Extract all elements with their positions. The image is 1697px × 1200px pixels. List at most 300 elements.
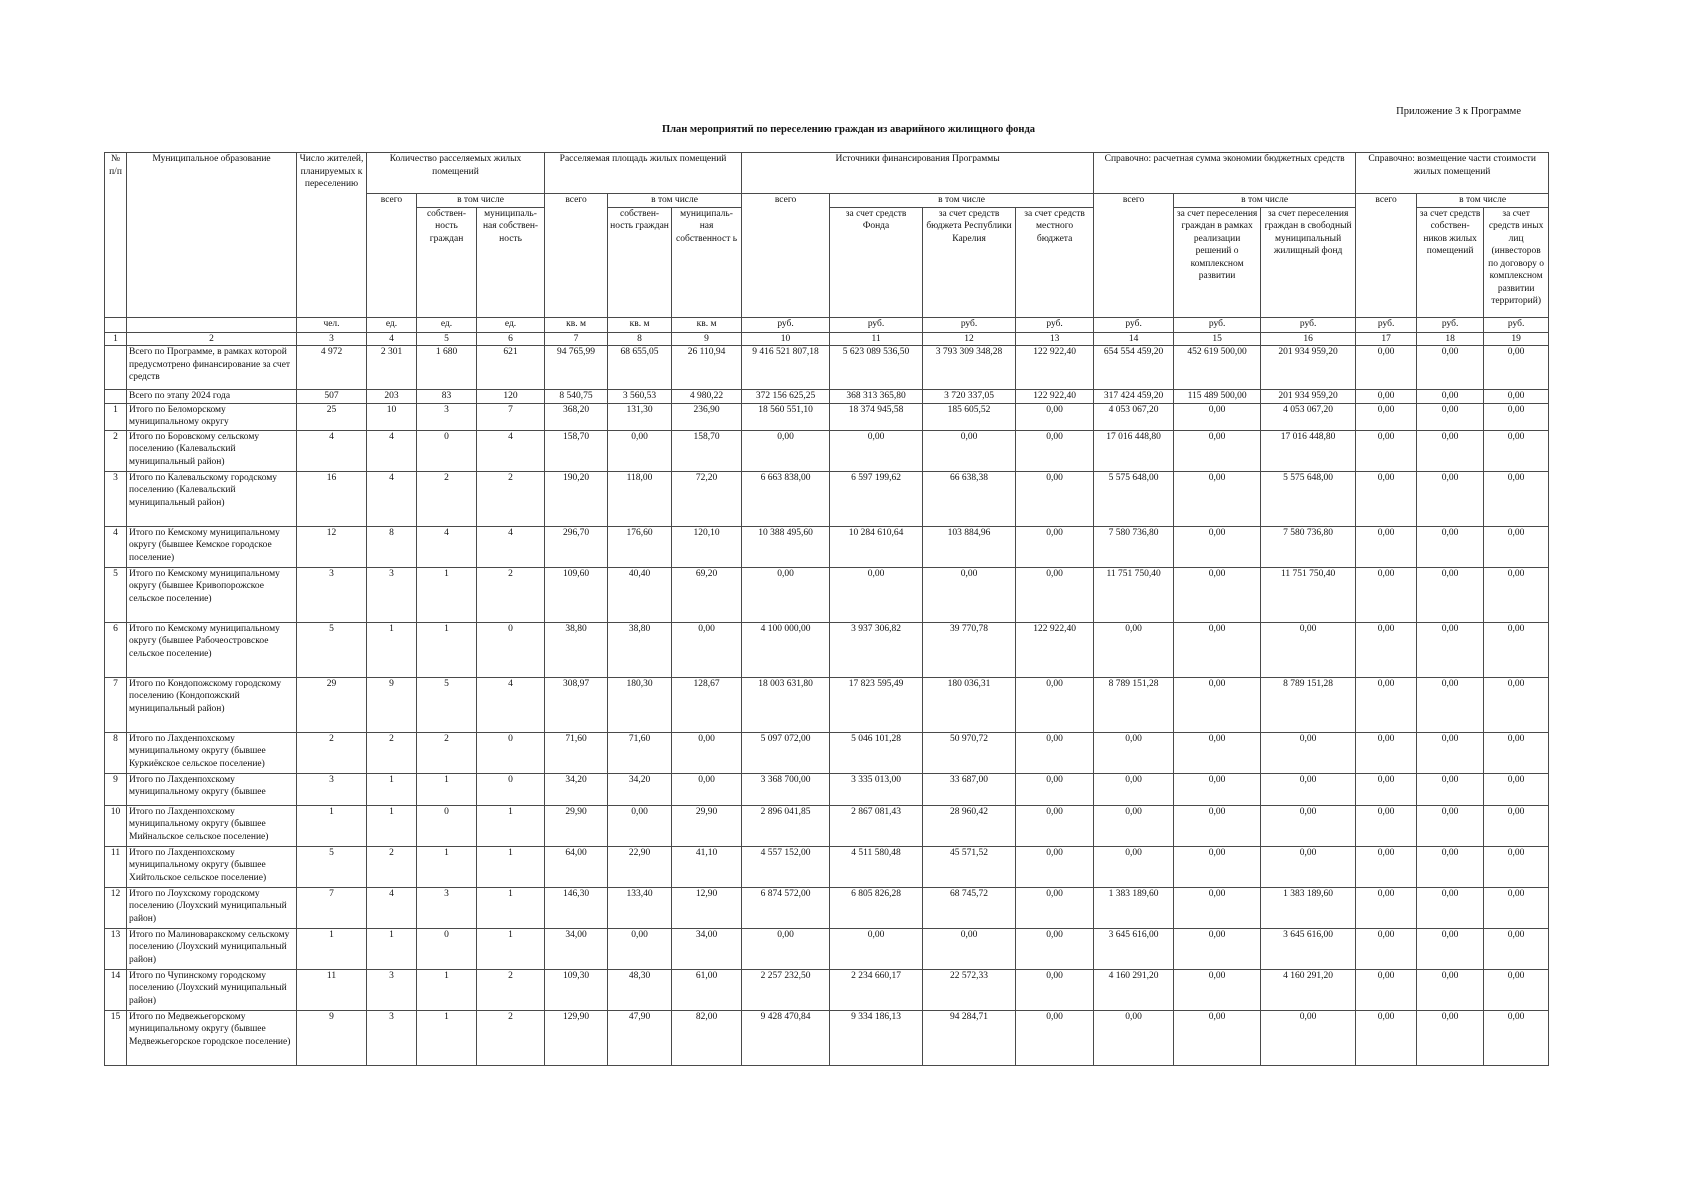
value-cell: 29,90 <box>545 805 608 846</box>
value-cell: 1 <box>367 928 417 969</box>
value-cell: 3 <box>367 567 417 622</box>
value-cell: 621 <box>477 346 545 390</box>
value-cell: 0,00 <box>1417 622 1484 677</box>
value-cell: 94 284,71 <box>923 1010 1016 1065</box>
value-cell: 0,00 <box>1417 471 1484 526</box>
value-cell: 1 <box>367 773 417 805</box>
value-cell: 0,00 <box>1417 526 1484 567</box>
header-fin-incl: в том числе <box>830 194 1094 208</box>
value-cell: 0,00 <box>1484 526 1549 567</box>
value-cell: 0,00 <box>742 928 830 969</box>
table-row <box>105 622 1549 677</box>
value-cell: 2 867 081,43 <box>830 805 923 846</box>
value-cell: 158,70 <box>672 430 742 471</box>
value-cell: 4 511 580,48 <box>830 846 923 887</box>
header-econ-free: за счет переселения граждан в свободный муниципальный жилищный фонд <box>1261 207 1356 317</box>
value-cell: 122 922,40 <box>1016 622 1094 677</box>
row-number: 7 <box>105 677 127 732</box>
header-no: № п/п <box>105 153 127 318</box>
value-cell: 8 540,75 <box>545 390 608 404</box>
value-cell: 18 003 631,80 <box>742 677 830 732</box>
value-cell: 5 046 101,28 <box>830 732 923 773</box>
header-comp-owners: за счет средств собствен- ников жилых помещений <box>1417 207 1484 317</box>
header-econ-total: всего <box>1094 194 1174 318</box>
row-number: 12 <box>105 887 127 928</box>
value-cell: 0,00 <box>1417 567 1484 622</box>
value-cell: 48,30 <box>608 969 672 1010</box>
row-number: 8 <box>105 732 127 773</box>
value-cell: 0,00 <box>1261 846 1356 887</box>
value-cell: 180 036,31 <box>923 677 1016 732</box>
value-cell: 0,00 <box>1356 773 1417 805</box>
row-number: 3 <box>105 471 127 526</box>
value-cell: 0,00 <box>1174 471 1261 526</box>
header-area-citizens: собствен- ность граждан <box>608 207 672 317</box>
value-cell: 71,60 <box>608 732 672 773</box>
table-row <box>105 526 1549 567</box>
municipality-name: Итого по Калевальскому городскому поселению (Калевальский муниципальный район) <box>127 471 297 526</box>
value-cell: 0,00 <box>1484 346 1549 390</box>
row-number: 9 <box>105 773 127 805</box>
value-cell: 0,00 <box>1174 805 1261 846</box>
value-cell: 38,80 <box>545 622 608 677</box>
value-cell: 146,30 <box>545 887 608 928</box>
value-cell: 68 745,72 <box>923 887 1016 928</box>
value-cell: 236,90 <box>672 403 742 430</box>
value-cell: 201 934 959,20 <box>1261 346 1356 390</box>
value-cell: 0,00 <box>1356 677 1417 732</box>
value-cell: 0,00 <box>1261 622 1356 677</box>
value-cell: 7 580 736,80 <box>1261 526 1356 567</box>
header-area-incl: в том числе <box>608 194 742 208</box>
header-count-municipal: муниципаль- ная собствен- ность <box>477 207 545 317</box>
column-index-cell: 18 <box>1417 332 1484 346</box>
value-cell: 4 <box>367 430 417 471</box>
value-cell: 109,30 <box>545 969 608 1010</box>
value-cell: 5 <box>297 846 367 887</box>
row-number: 11 <box>105 846 127 887</box>
value-cell: 0,00 <box>1174 567 1261 622</box>
value-cell: 64,00 <box>545 846 608 887</box>
table-row <box>105 567 1549 622</box>
municipality-name: Итого по Кемскому муниципальному округу (бывшее Кривопорожское сельское поселение) <box>127 567 297 622</box>
value-cell: 5 <box>297 622 367 677</box>
value-cell: 9 428 470,84 <box>742 1010 830 1065</box>
unit-cell: ед. <box>417 317 477 332</box>
value-cell: 1 <box>417 969 477 1010</box>
table-row <box>105 773 1549 805</box>
value-cell: 0,00 <box>1016 732 1094 773</box>
value-cell: 1 <box>297 805 367 846</box>
value-cell: 0,00 <box>672 732 742 773</box>
value-cell: 368 313 365,80 <box>830 390 923 404</box>
value-cell: 4 160 291,20 <box>1261 969 1356 1010</box>
unit-cell: руб. <box>923 317 1016 332</box>
value-cell: 0,00 <box>1016 403 1094 430</box>
row-number: 14 <box>105 969 127 1010</box>
column-index-cell: 6 <box>477 332 545 346</box>
value-cell: 4 <box>297 430 367 471</box>
table-row <box>105 732 1549 773</box>
value-cell: 18 560 551,10 <box>742 403 830 430</box>
value-cell: 71,60 <box>545 732 608 773</box>
value-cell: 1 383 189,60 <box>1261 887 1356 928</box>
value-cell: 1 <box>367 622 417 677</box>
value-cell: 0,00 <box>1016 805 1094 846</box>
header-financing-group: Источники финансирования Программы <box>742 153 1094 194</box>
value-cell: 133,40 <box>608 887 672 928</box>
column-index-cell: 2 <box>127 332 297 346</box>
value-cell: 180,30 <box>608 677 672 732</box>
appendix-note: Приложение 3 к Программе <box>1396 106 1521 117</box>
unit-cell: руб. <box>1484 317 1549 332</box>
value-cell: 94 765,99 <box>545 346 608 390</box>
value-cell: 0,00 <box>1417 403 1484 430</box>
value-cell: 0,00 <box>1174 928 1261 969</box>
value-cell: 7 <box>477 403 545 430</box>
value-cell: 0,00 <box>1417 390 1484 404</box>
value-cell: 176,60 <box>608 526 672 567</box>
value-cell: 0,00 <box>1356 526 1417 567</box>
value-cell: 0,00 <box>1417 346 1484 390</box>
value-cell: 0,00 <box>1484 732 1549 773</box>
value-cell: 0,00 <box>1016 471 1094 526</box>
column-index-cell: 9 <box>672 332 742 346</box>
value-cell: 0,00 <box>1094 846 1174 887</box>
row-number: 1 <box>105 403 127 430</box>
header-fin-local: за счет средств местного бюджета <box>1016 207 1094 317</box>
value-cell: 0 <box>477 773 545 805</box>
value-cell: 296,70 <box>545 526 608 567</box>
unit-cell: ед. <box>367 317 417 332</box>
column-index-cell: 19 <box>1484 332 1549 346</box>
row-number <box>105 346 127 390</box>
value-cell: 0,00 <box>1356 732 1417 773</box>
value-cell: 654 554 459,20 <box>1094 346 1174 390</box>
value-cell: 0,00 <box>1484 887 1549 928</box>
value-cell: 0,00 <box>1261 805 1356 846</box>
value-cell: 22 572,33 <box>923 969 1016 1010</box>
value-cell: 0,00 <box>1417 430 1484 471</box>
value-cell: 40,40 <box>608 567 672 622</box>
value-cell: 120 <box>477 390 545 404</box>
value-cell: 109,60 <box>545 567 608 622</box>
header-count-group: Количество расселяемых жилых помещений <box>367 153 545 194</box>
value-cell: 0,00 <box>1484 430 1549 471</box>
value-cell: 452 619 500,00 <box>1174 346 1261 390</box>
value-cell: 4 972 <box>297 346 367 390</box>
value-cell: 29 <box>297 677 367 732</box>
table-row <box>105 887 1549 928</box>
value-cell: 1 <box>477 805 545 846</box>
value-cell: 0 <box>417 928 477 969</box>
municipality-name: Итого по Кемскому муниципальному округу (бывшее Кемское городское поселение) <box>127 526 297 567</box>
value-cell: 0,00 <box>1094 1010 1174 1065</box>
value-cell: 507 <box>297 390 367 404</box>
value-cell: 158,70 <box>545 430 608 471</box>
value-cell: 0,00 <box>1356 1010 1417 1065</box>
table-row <box>105 346 1549 390</box>
table-row <box>105 390 1549 404</box>
value-cell: 10 388 495,60 <box>742 526 830 567</box>
value-cell: 372 156 625,25 <box>742 390 830 404</box>
header-compensation-group: Справочно: возмещение части стоимости жилых помещений <box>1356 153 1549 194</box>
table-row <box>105 928 1549 969</box>
value-cell: 50 970,72 <box>923 732 1016 773</box>
value-cell: 0 <box>417 430 477 471</box>
value-cell: 41,10 <box>672 846 742 887</box>
unit-cell-blank <box>105 317 127 332</box>
municipality-name: Итого по Лоухскому городскому поселению (Лоухский муниципальный район) <box>127 887 297 928</box>
value-cell: 7 580 736,80 <box>1094 526 1174 567</box>
value-cell: 9 416 521 807,18 <box>742 346 830 390</box>
municipality-name: Итого по Медвежьегорскому муниципальному округу (бывшее Медвежьегорское городское поселение) <box>127 1010 297 1065</box>
value-cell: 0,00 <box>1356 969 1417 1010</box>
table-row <box>105 430 1549 471</box>
header-area-total: всего <box>545 194 608 318</box>
value-cell: 0,00 <box>1484 773 1549 805</box>
value-cell: 2 <box>477 471 545 526</box>
value-cell: 5 575 648,00 <box>1261 471 1356 526</box>
value-cell: 3 <box>297 567 367 622</box>
value-cell: 11 <box>297 969 367 1010</box>
column-index-cell: 10 <box>742 332 830 346</box>
value-cell: 1 <box>297 928 367 969</box>
value-cell: 0,00 <box>1417 846 1484 887</box>
value-cell: 0,00 <box>1094 622 1174 677</box>
column-index-cell: 14 <box>1094 332 1174 346</box>
unit-cell: кв. м <box>545 317 608 332</box>
value-cell: 0,00 <box>672 773 742 805</box>
column-index-cell: 7 <box>545 332 608 346</box>
value-cell: 4 053 067,20 <box>1261 403 1356 430</box>
value-cell: 61,00 <box>672 969 742 1010</box>
value-cell: 72,20 <box>672 471 742 526</box>
header-comp-total: всего <box>1356 194 1417 318</box>
value-cell: 0,00 <box>1174 732 1261 773</box>
value-cell: 68 655,05 <box>608 346 672 390</box>
value-cell: 4 <box>477 526 545 567</box>
value-cell: 3 <box>367 1010 417 1065</box>
municipality-name: Итого по Лахденпохскому муниципальному округу (бывшее Хийтольское сельское поселение) <box>127 846 297 887</box>
value-cell: 7 <box>297 887 367 928</box>
header-comp-other: за счет средств иных лиц (инвесторов по договору о комплексном развитии территорий) <box>1484 207 1549 317</box>
value-cell: 0,00 <box>608 928 672 969</box>
value-cell: 103 884,96 <box>923 526 1016 567</box>
value-cell: 0,00 <box>1356 390 1417 404</box>
value-cell: 8 789 151,28 <box>1261 677 1356 732</box>
municipality-name: Итого по Кондопожскому городскому поселению (Кондопожский муниципальный район) <box>127 677 297 732</box>
value-cell: 2 <box>477 567 545 622</box>
value-cell: 8 789 151,28 <box>1094 677 1174 732</box>
value-cell: 0,00 <box>1356 805 1417 846</box>
value-cell: 17 016 448,80 <box>1261 430 1356 471</box>
unit-cell: руб. <box>1174 317 1261 332</box>
value-cell: 0,00 <box>1016 430 1094 471</box>
value-cell: 0,00 <box>830 567 923 622</box>
value-cell: 4 160 291,20 <box>1094 969 1174 1010</box>
value-cell: 122 922,40 <box>1016 390 1094 404</box>
value-cell: 0,00 <box>1094 732 1174 773</box>
value-cell: 12,90 <box>672 887 742 928</box>
municipality-name: Всего по этапу 2024 года <box>127 390 297 404</box>
value-cell: 0,00 <box>1417 773 1484 805</box>
value-cell: 185 605,52 <box>923 403 1016 430</box>
value-cell: 1 <box>477 928 545 969</box>
value-cell: 11 751 750,40 <box>1261 567 1356 622</box>
header-econ-complex: за счет переселения граждан в рамках реализации решений о комплексном развитии <box>1174 207 1261 317</box>
value-cell: 0,00 <box>1356 403 1417 430</box>
value-cell: 0,00 <box>1484 969 1549 1010</box>
value-cell: 0,00 <box>1356 846 1417 887</box>
value-cell: 4 053 067,20 <box>1094 403 1174 430</box>
value-cell: 0,00 <box>1174 969 1261 1010</box>
value-cell: 201 934 959,20 <box>1261 390 1356 404</box>
value-cell: 0,00 <box>608 430 672 471</box>
value-cell: 2 <box>477 1010 545 1065</box>
value-cell: 9 <box>297 1010 367 1065</box>
value-cell: 38,80 <box>608 622 672 677</box>
value-cell: 1 <box>477 846 545 887</box>
header-count-citizens: собствен- ность граждан <box>417 207 477 317</box>
value-cell: 120,10 <box>672 526 742 567</box>
header-residents: Число жителей, планируемых к переселению <box>297 153 367 318</box>
value-cell: 3 368 700,00 <box>742 773 830 805</box>
units-row <box>105 317 1549 332</box>
value-cell: 0,00 <box>1356 346 1417 390</box>
value-cell: 0,00 <box>1174 526 1261 567</box>
value-cell: 0,00 <box>1417 677 1484 732</box>
value-cell: 0,00 <box>1094 805 1174 846</box>
value-cell: 0,00 <box>1356 471 1417 526</box>
value-cell: 131,30 <box>608 403 672 430</box>
value-cell: 0,00 <box>1261 773 1356 805</box>
value-cell: 0,00 <box>742 567 830 622</box>
municipality-name: Итого по Лахденпохскому муниципальному округу (бывшее Куркиёкское сельское поселение) <box>127 732 297 773</box>
value-cell: 0,00 <box>1484 622 1549 677</box>
value-cell: 1 <box>417 622 477 677</box>
value-cell: 0,00 <box>830 430 923 471</box>
value-cell: 0,00 <box>1484 677 1549 732</box>
value-cell: 308,97 <box>545 677 608 732</box>
value-cell: 2 896 041,85 <box>742 805 830 846</box>
unit-cell-blank <box>127 317 297 332</box>
header-fin-republic: за счет средств бюджета Республики Карелия <box>923 207 1016 317</box>
value-cell: 34,00 <box>672 928 742 969</box>
value-cell: 118,00 <box>608 471 672 526</box>
column-index-cell: 17 <box>1356 332 1417 346</box>
value-cell: 203 <box>367 390 417 404</box>
value-cell: 0,00 <box>1484 567 1549 622</box>
value-cell: 0,00 <box>1417 732 1484 773</box>
value-cell: 0,00 <box>1016 969 1094 1010</box>
value-cell: 0,00 <box>1016 677 1094 732</box>
value-cell: 5 575 648,00 <box>1094 471 1174 526</box>
value-cell: 0,00 <box>1016 773 1094 805</box>
row-number: 10 <box>105 805 127 846</box>
column-index-cell: 16 <box>1261 332 1356 346</box>
value-cell: 8 <box>367 526 417 567</box>
header-area-group: Расселяемая площадь жилых помещений <box>545 153 742 194</box>
value-cell: 34,00 <box>545 928 608 969</box>
value-cell: 10 284 610,64 <box>830 526 923 567</box>
row-number: 6 <box>105 622 127 677</box>
value-cell: 39 770,78 <box>923 622 1016 677</box>
value-cell: 2 <box>417 732 477 773</box>
value-cell: 2 257 232,50 <box>742 969 830 1010</box>
municipality-name: Итого по Малиноваракскому сельскому поселению (Лоухский муниципальный район) <box>127 928 297 969</box>
value-cell: 6 663 838,00 <box>742 471 830 526</box>
value-cell: 0,00 <box>1174 622 1261 677</box>
value-cell: 0,00 <box>1261 1010 1356 1065</box>
value-cell: 17 016 448,80 <box>1094 430 1174 471</box>
value-cell: 5 623 089 536,50 <box>830 346 923 390</box>
value-cell: 0,00 <box>1016 928 1094 969</box>
value-cell: 6 874 572,00 <box>742 887 830 928</box>
value-cell: 33 687,00 <box>923 773 1016 805</box>
table-row <box>105 969 1549 1010</box>
value-cell: 5 <box>417 677 477 732</box>
value-cell: 1 <box>417 846 477 887</box>
unit-cell: руб. <box>1417 317 1484 332</box>
value-cell: 4 100 000,00 <box>742 622 830 677</box>
value-cell: 0 <box>477 622 545 677</box>
value-cell: 16 <box>297 471 367 526</box>
value-cell: 10 <box>367 403 417 430</box>
value-cell: 34,20 <box>545 773 608 805</box>
table-row <box>105 805 1549 846</box>
value-cell: 4 <box>417 526 477 567</box>
value-cell: 3 <box>417 403 477 430</box>
value-cell: 1 <box>367 805 417 846</box>
value-cell: 0,00 <box>1484 403 1549 430</box>
unit-cell: руб. <box>1356 317 1417 332</box>
value-cell: 1 <box>417 773 477 805</box>
column-index-cell: 3 <box>297 332 367 346</box>
value-cell: 9 334 186,13 <box>830 1010 923 1065</box>
value-cell: 11 751 750,40 <box>1094 567 1174 622</box>
column-index-cell: 12 <box>923 332 1016 346</box>
column-index-cell: 1 <box>105 332 127 346</box>
value-cell: 3 645 616,00 <box>1261 928 1356 969</box>
header-count-incl: в том числе <box>417 194 545 208</box>
municipality-name: Всего по Программе, в рамках которой предусмотрено финансирование за счет средств <box>127 346 297 390</box>
value-cell: 317 424 459,20 <box>1094 390 1174 404</box>
unit-cell: чел. <box>297 317 367 332</box>
value-cell: 4 <box>367 887 417 928</box>
value-cell: 0,00 <box>1174 677 1261 732</box>
table-row <box>105 1010 1549 1065</box>
value-cell: 0,00 <box>1174 887 1261 928</box>
row-number <box>105 390 127 404</box>
value-cell: 0,00 <box>1016 567 1094 622</box>
column-index-cell: 8 <box>608 332 672 346</box>
header-count-total: всего <box>367 194 417 318</box>
value-cell: 0,00 <box>1484 1010 1549 1065</box>
value-cell: 1 383 189,60 <box>1094 887 1174 928</box>
value-cell: 69,20 <box>672 567 742 622</box>
header-area-municipal: муниципаль- ная собственност ь <box>672 207 742 317</box>
value-cell: 18 374 945,58 <box>830 403 923 430</box>
value-cell: 0,00 <box>1174 1010 1261 1065</box>
row-number: 2 <box>105 430 127 471</box>
row-number: 4 <box>105 526 127 567</box>
value-cell: 4 <box>477 430 545 471</box>
value-cell: 6 597 199,62 <box>830 471 923 526</box>
header-municipality: Муниципальное образование <box>127 153 297 318</box>
value-cell: 2 234 660,17 <box>830 969 923 1010</box>
value-cell: 0,00 <box>1016 526 1094 567</box>
